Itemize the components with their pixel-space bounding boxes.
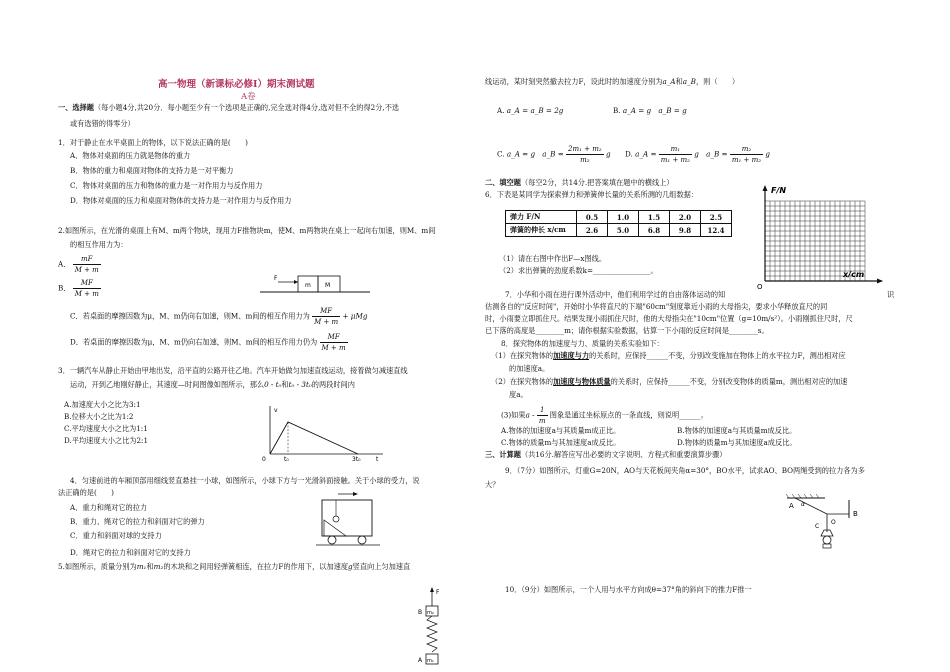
- q2-fig-m: m: [305, 282, 311, 289]
- q8-part2-cont: 度a。: [509, 390, 528, 399]
- q2-d-num: MF: [320, 332, 348, 343]
- exam-title: 高一物理（新课标必修Ⅰ）期末测试题: [158, 79, 315, 90]
- table-cell: 2.0: [670, 211, 701, 224]
- q5r-d-den1: m₁ + m₂: [660, 156, 690, 164]
- q8-stem: 8．探究物体的加速度与力、质量的关系实验如下：: [501, 339, 664, 348]
- q9-fig-alpha: α: [801, 501, 805, 508]
- q2-a-label: A．: [58, 259, 71, 269]
- q6-data-table: [505, 210, 732, 237]
- q3-vt-graph: [258, 402, 388, 462]
- q8-part3: [501, 405, 708, 426]
- q7-line3: 时，小雨要立即抓住尺。结果发现小雨抓住尺时，他的大母指尖在"10cm"位置（g=10m/s²）。小雨刚抓住尺时，尺: [485, 314, 853, 323]
- q5r-c-num: 2m₁ + m₂: [568, 145, 602, 153]
- q5r-b-formula: a_A = g a_B = g: [622, 106, 687, 115]
- q2-option-b: [58, 278, 101, 299]
- q3-fig-t0: t₀: [284, 456, 289, 462]
- q3-option-d: [64, 436, 148, 446]
- q2-a-num: mF: [73, 254, 101, 265]
- q3-vt-line: [270, 422, 358, 454]
- q8-p3-den: m: [538, 417, 546, 425]
- q1-option-b: B．物体的重力和桌面对物体的支持力是一对平衡力: [70, 166, 234, 175]
- q2-c-den: M + m: [314, 318, 339, 326]
- q4-option-d: D．绳对它的拉力和斜面对它的支持力: [70, 548, 191, 557]
- section3-heading: [485, 450, 726, 460]
- q4-option-b: B．重力、绳对它的拉力和斜面对它的弹力: [70, 517, 205, 526]
- q5r-c-den: m₂: [580, 156, 590, 164]
- q3-d-value: 2:1: [136, 436, 149, 445]
- table-row: [506, 224, 732, 237]
- q2-option-a: [58, 254, 101, 275]
- q5r-a-label: A.: [497, 106, 505, 115]
- table-cell: 6.8: [639, 224, 670, 237]
- section3-head: 三、计算题: [485, 450, 521, 459]
- table-cell: 1.5: [639, 211, 670, 224]
- q5-tail: 竖直向上匀加速直: [352, 562, 411, 571]
- q5-and: 和: [146, 562, 154, 571]
- q10-line1: 10．（9分）如图所示，一个人用与水平方向成θ=37°角的斜向下的推力F推一: [505, 585, 752, 594]
- q5r-tail: ，则（ ）: [695, 77, 740, 86]
- q5-g: g: [348, 562, 353, 571]
- q6-row1-label: 弹力 F/N: [506, 211, 577, 224]
- q1-option-c: C．物体对桌面的压力和物体的重力是一对作用力与反作用力: [70, 181, 263, 190]
- q2-d-label: D．若桌面的摩擦因数为μ，M、m仍向右加速，则M、m间的相互作用力仍为: [70, 337, 318, 347]
- q2-c-tail: + μMg: [342, 311, 368, 321]
- q5-option-a: [497, 106, 563, 116]
- q3-option-a: [64, 400, 141, 410]
- q9-fig-A: A: [789, 502, 794, 510]
- q6-grid-xlabel: x/cm: [843, 270, 865, 279]
- q7-line4: 已下落的高度是________m；请你根据实验数据，估算一下小雨的反应时间是________s。: [485, 326, 769, 335]
- section1-head: 一、选择题: [58, 103, 94, 112]
- q8-p3a: (3)如果: [501, 410, 526, 420]
- q5r-d-g2: g: [765, 149, 770, 159]
- q4-slope: [324, 520, 346, 536]
- table-cell: 12.4: [701, 224, 732, 237]
- q9-fig-B: B: [853, 510, 858, 518]
- q2-option-c: [70, 306, 367, 327]
- q7-line1: 7．小华和小雨在进行课外活动中，他们利用学过的自由落体运动的知: [505, 290, 726, 299]
- q8-part1: [491, 351, 846, 361]
- q6-grid-origin: O: [757, 283, 763, 291]
- q2-c-label: C．若桌面的摩擦因数为μ，M、m仍向右加速，则M、m间的相互作用力为: [70, 311, 310, 321]
- q5-fig-m2: m₂: [427, 610, 434, 616]
- q5r-c-label: C.: [497, 149, 505, 159]
- q8-option-b: B.物体的加速度a与其质量m成反比。: [677, 426, 797, 435]
- q1-option-d: D．物体对桌面的压力和桌面对物体的支持力是一对作用力与反作用力: [70, 196, 292, 205]
- q8-p3-num: 1: [537, 405, 548, 416]
- q5r-d-fraction2: [730, 144, 763, 165]
- q8-p1c: 的关系时，应保持______不变，分别改变施加在物体上的水平拉力F，测出相对应: [589, 351, 846, 360]
- q3-b-value: 1:2: [121, 412, 134, 421]
- section1-desc2: 或有选错的得零分）: [70, 119, 135, 128]
- q2-blocks-figure: [258, 272, 373, 296]
- q2-d-den: M + m: [321, 344, 346, 352]
- q8-p2c: 的关系时，应保持______不变，分别改变物体的质量m，测出相对应的加速: [610, 377, 848, 386]
- q5r-d-formula: a_A =: [635, 149, 657, 159]
- q3-stem: 3．一辆汽车从静止开始由甲地出发，沿平直的公路开往乙地。汽车开始做匀加速直线运动，接着做匀减速直线: [58, 366, 408, 375]
- q3-tail: 的两段时间内: [311, 380, 355, 389]
- q8-p3b: 图象是通过坐标原点的一条直线，则说明______。: [549, 410, 708, 420]
- q8-part1-cont: 的加速度a。: [509, 364, 550, 373]
- q5-cont-stem: [485, 77, 739, 87]
- q3-fig-v: v: [274, 407, 278, 414]
- table-cell: 2.6: [577, 224, 608, 237]
- q5r-b-label: B.: [613, 106, 621, 115]
- q2-b-fraction: [73, 278, 101, 299]
- q6-part2: （2）求出弹簧的劲度系数k=________________。: [499, 266, 658, 275]
- q8-p2b: 加速度与物体质量: [553, 377, 611, 386]
- q5r-and: 和: [675, 77, 683, 86]
- q3-stem2-text: 运动，开到乙地刚好静止，其速度—时间图像如图所示，那么: [70, 380, 265, 389]
- section1-desc: （每小题4分,共20分．每小题至少有一个选项是正确的,完全选对得4分,选对但不全的得2分,不选: [93, 103, 400, 112]
- q5-spring-figure: [416, 586, 456, 670]
- q3-option-b: [64, 412, 133, 422]
- q2-fig-M: M: [325, 282, 331, 289]
- q2-c-num: MF: [312, 306, 340, 317]
- q5-stem-text: 5.如图所示，质量分别为: [58, 562, 137, 571]
- q5-m2: m₂: [153, 562, 164, 571]
- q5r-stem-text: 线运动，某时刻突然撤去拉力F，设此时的加速度分别为: [485, 77, 663, 86]
- q9-lamp-figure: [785, 494, 875, 556]
- section2-head: 二、填空题: [485, 178, 521, 187]
- q2-b-label: B．: [58, 283, 71, 293]
- q4-stem2: 法正确的是( ): [58, 488, 114, 497]
- q6-grid-ylabel: F/N: [771, 186, 787, 195]
- q2-d-fraction: [320, 332, 348, 353]
- q8-p2a: （2）在探究物体的: [491, 377, 554, 386]
- q9-line1: 9．（7分）如图所示，灯重G=20N，AO与天花板间夹角α=30°，BO水平，试求AO、BO两绳受到的拉力各为多: [505, 466, 865, 475]
- q5r-aB: a_B: [682, 77, 696, 86]
- q8-option-c: C.物体的质量m与其加速度a成反比。: [501, 438, 621, 447]
- q2-option-d: [70, 332, 348, 353]
- q8-p3-fraction: [537, 405, 548, 426]
- q5r-a-formula: a_A = a_B = 2g: [506, 106, 564, 115]
- q8-p1a: （1）在探究物体的: [491, 351, 554, 360]
- section1-heading: [58, 103, 399, 113]
- q3-a-label: A.加速度大小之比为: [64, 400, 129, 409]
- section2-desc: （每空2分，共14分.把答案填在题中的横线上）: [520, 178, 674, 187]
- q8-option-d: D.物体的质量m与其加速度a成反比。: [677, 438, 797, 447]
- q5-m1: m₁: [136, 562, 147, 571]
- q6-grid-figure: [755, 183, 885, 291]
- q4-ball: [333, 516, 339, 522]
- q2-stem2: 的相互作用力为：: [70, 240, 128, 249]
- q8-p3-lhs: a -: [525, 410, 535, 420]
- q8-part2: [491, 377, 847, 387]
- q5r-c-fraction: [566, 144, 604, 165]
- q5-mid: 的木块和之间用轻弹簧相连，在拉力F的作用下，以加速度: [163, 562, 349, 571]
- q2-a-fraction: [73, 254, 101, 275]
- table-row: [506, 211, 732, 224]
- q5-fig-B: B: [418, 609, 423, 616]
- q4-carriage-figure: [316, 490, 381, 548]
- q5r-c-g: g: [606, 149, 611, 159]
- q5r-d-fraction1: [659, 144, 692, 165]
- q3-a-value: 3:1: [128, 400, 141, 409]
- table-cell: 0.5: [577, 211, 608, 224]
- q5r-d-label: D.: [625, 149, 633, 159]
- table-cell: 5.0: [608, 224, 639, 237]
- q5-spring: [427, 616, 437, 652]
- q8-option-a: A.物体的加速度a与其质量m成正比。: [501, 426, 621, 435]
- q3-c-label: C.平均速度大小之比为: [64, 424, 137, 433]
- q3-and: 和: [281, 380, 289, 389]
- q4-option-a: A．重力和绳对它的拉力: [70, 503, 148, 512]
- q9-line2: 大？: [485, 480, 500, 489]
- q6-stem: 6．下表是某同学为探索弹力和弹簧伸长量的关系所测的几组数据：: [485, 190, 699, 199]
- q2-b-num: MF: [73, 278, 101, 289]
- q8-p1b: 加速度与力: [553, 351, 590, 360]
- q2-b-den: M + m: [74, 290, 99, 298]
- q6-row2-label: 弹簧的伸长 x/cm: [506, 224, 577, 237]
- section2-heading: [485, 178, 674, 188]
- q3-fig-o: 0: [262, 456, 266, 462]
- section3-desc: （共16分.解答应写出必要的文字说明、方程式和重要演算步骤）: [520, 450, 727, 459]
- q5-option-b: [613, 106, 687, 116]
- q5-option-d: [625, 144, 770, 165]
- q4-stem: 4．匀速前进的车厢顶部用细线竖直悬挂一小球，如图所示，小球下方与一光滑斜面接触。关于小球的受力，说: [70, 476, 420, 485]
- q2-stem: 2.如图所示，在光滑的桌面上有M、m两个物块，现用力F推物块m，使M、m两物块在桌上一起向右加速，则M、m间: [58, 226, 436, 235]
- q2-c-fraction: [312, 306, 340, 327]
- table-cell: 9.8: [670, 224, 701, 237]
- q3-fig-3t0: 3t₀: [352, 456, 361, 462]
- table-cell: 1.0: [608, 211, 639, 224]
- q5-option-c: [497, 144, 611, 165]
- q5r-d-den2: m₁ + m₂: [731, 156, 762, 164]
- q3-stem2: [70, 380, 355, 390]
- q3-d-label: D.平均速度大小之比为: [64, 436, 137, 445]
- q3-range1: 0 - t₀: [264, 380, 282, 389]
- q5-fig-F: F: [436, 589, 440, 596]
- q2-a-den: M + m: [74, 266, 99, 274]
- q3-option-c: [64, 424, 148, 434]
- q1-stem: 1．对于静止在水平桌面上的物体，以下说法正确的是( ): [58, 138, 248, 147]
- q5r-d-g1: g a_B =: [694, 149, 728, 159]
- q5r-d-num1: m₁: [659, 144, 692, 155]
- q1-option-a: A．物体对桌面的压力就是物体的重力: [70, 151, 191, 160]
- q7-line1-tail: 识: [887, 290, 895, 299]
- q5r-d-num2: m₂: [730, 144, 763, 155]
- q5-fig-m1: m₁: [427, 658, 434, 664]
- q9-fig-O: O: [831, 519, 836, 526]
- q3-b-label: B.位移大小之比为: [64, 412, 122, 421]
- q5-stem: [58, 562, 410, 572]
- q7-line2: 估测各自的"反应时间"，开始时小华将直尺的下端"60cm"刻度靠近小雨的大母指尖，要求小华释放直尺的同: [485, 302, 828, 311]
- q3-range2: t₀ - 3t₀: [288, 380, 312, 389]
- q4-option-c: C．重力和斜面对球的支持力: [70, 531, 162, 540]
- q3-c-value: 1:1: [136, 424, 148, 433]
- q9-fig-C: C: [815, 523, 820, 530]
- q3-fig-t: t: [376, 456, 379, 462]
- q5r-c-formula: a_A = g a_B =: [506, 149, 564, 159]
- q2-fig-F: F: [274, 275, 278, 282]
- q5r-aA: a_A: [662, 77, 676, 86]
- exam-subtitle: A卷: [241, 92, 256, 102]
- q5-fig-A: A: [418, 657, 423, 664]
- q6-grid: [765, 201, 865, 281]
- table-cell: 2.5: [701, 211, 732, 224]
- q6-part1: （1）请在右图中作出F—x图线。: [499, 254, 607, 263]
